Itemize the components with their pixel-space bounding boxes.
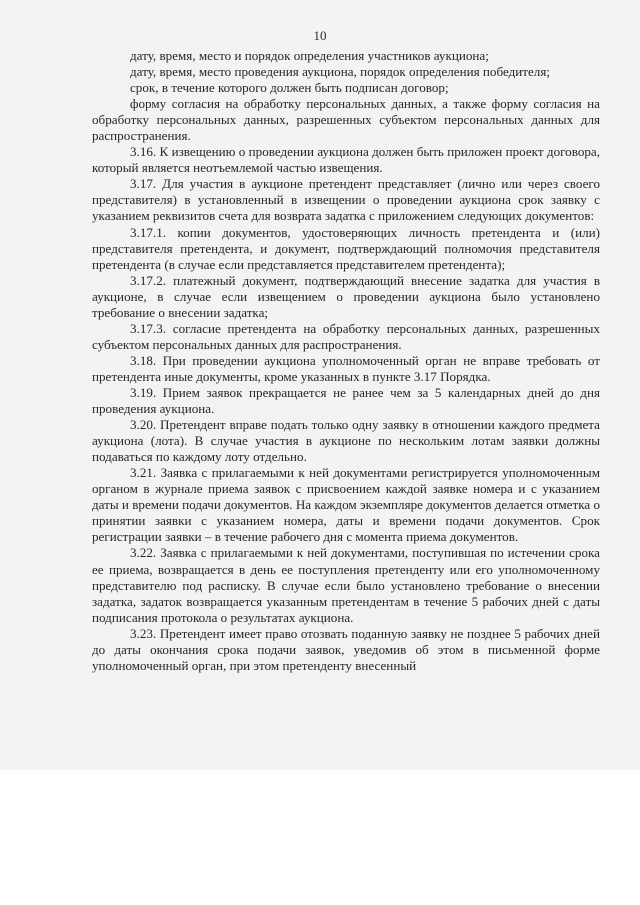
paragraph: 3.22. Заявка с прилагаемыми к ней документами, поступившая по истечении срока ее приема, возвращается в день ее поступления претенденту или его уполномоченному представителю под расписку. В случае если было установлено требование о внесении задатка, задаток возвращается указанным претендентам в течение 5 рабочих дней с даты подписания протокола о результатах аукциона. [92, 545, 600, 625]
paragraph: 3.20. Претендент вправе подать только одну заявку в отношении каждого предмета аукциона (лота). В случае участия в аукционе по нескольким лотам заявки должны подаваться по каждому лоту отдельно. [92, 417, 600, 465]
blank-area [0, 770, 640, 905]
paragraph: 3.18. При проведении аукциона уполномоченный орган не вправе требовать от претендента иные документы, кроме указанных в пункте 3.17 Порядка. [92, 352, 600, 384]
paragraph: дату, время, место проведения аукциона, порядок определения победителя; [130, 64, 550, 80]
paragraph: форму согласия на обработку персональных данных, а также форму согласия на обработку персональных данных, разрешенных субъектом персональных данных для распространения. [92, 96, 600, 144]
paragraph: 3.16. К извещению о проведении аукциона должен быть приложен проект договора, который является неотъемлемой частью извещения. [92, 144, 600, 176]
paragraph: 3.17.3. согласие претендента на обработку персональных данных, разрешенных субъектом персональных данных для распространения. [92, 320, 600, 352]
paragraph: 3.17. Для участия в аукционе претендент представляет (лично или через своего представителя) в установленный в извещении о проведении аукциона срок заявку с указанием реквизитов счета для возврата задатка с приложением следующих документов: [92, 176, 600, 224]
paragraph: срок, в течение которого должен быть подписан договор; [130, 80, 449, 96]
paragraph: 3.17.2. платежный документ, подтверждающий внесение задатка для участия в аукционе, в случае если извещением о проведении аукциона было установлено требование о внесении задатка; [92, 272, 600, 320]
paragraph: 3.19. Прием заявок прекращается не ранее чем за 5 календарных дней до дня проведения аукциона. [92, 384, 600, 417]
paragraph: 3.21. Заявка с прилагаемыми к ней документами регистрируется уполномоченным органом в журнале приема заявок с присвоением каждой заявке номера и с указанием даты и времени подачи документов. На каждом экземпляре документов делается отметка о принятии заявки с указанием номера, даты и времени подачи документов. Срок регистрации заявки – в течение рабочего дня с момента приема документов. [92, 465, 600, 545]
paragraph: 3.23. Претендент имеет право отозвать поданную заявку не позднее 5 рабочих дней до даты окончания срока подачи заявок, уведомив об этом в письменной форме уполномоченный орган, при этом претенденту внесенный [92, 625, 600, 673]
page-number: 10 [313, 28, 327, 43]
paragraph: дату, время, место и порядок определения участников аукциона; [130, 48, 489, 63]
document-text [92, 48, 600, 674]
paragraph: 3.17.1. копии документов, удостоверяющих личность претендента и (или) представителя претендента, и документ, подтверждающий полномочия представителя претендента (в случае если представляется представителем претендента); [92, 224, 600, 272]
